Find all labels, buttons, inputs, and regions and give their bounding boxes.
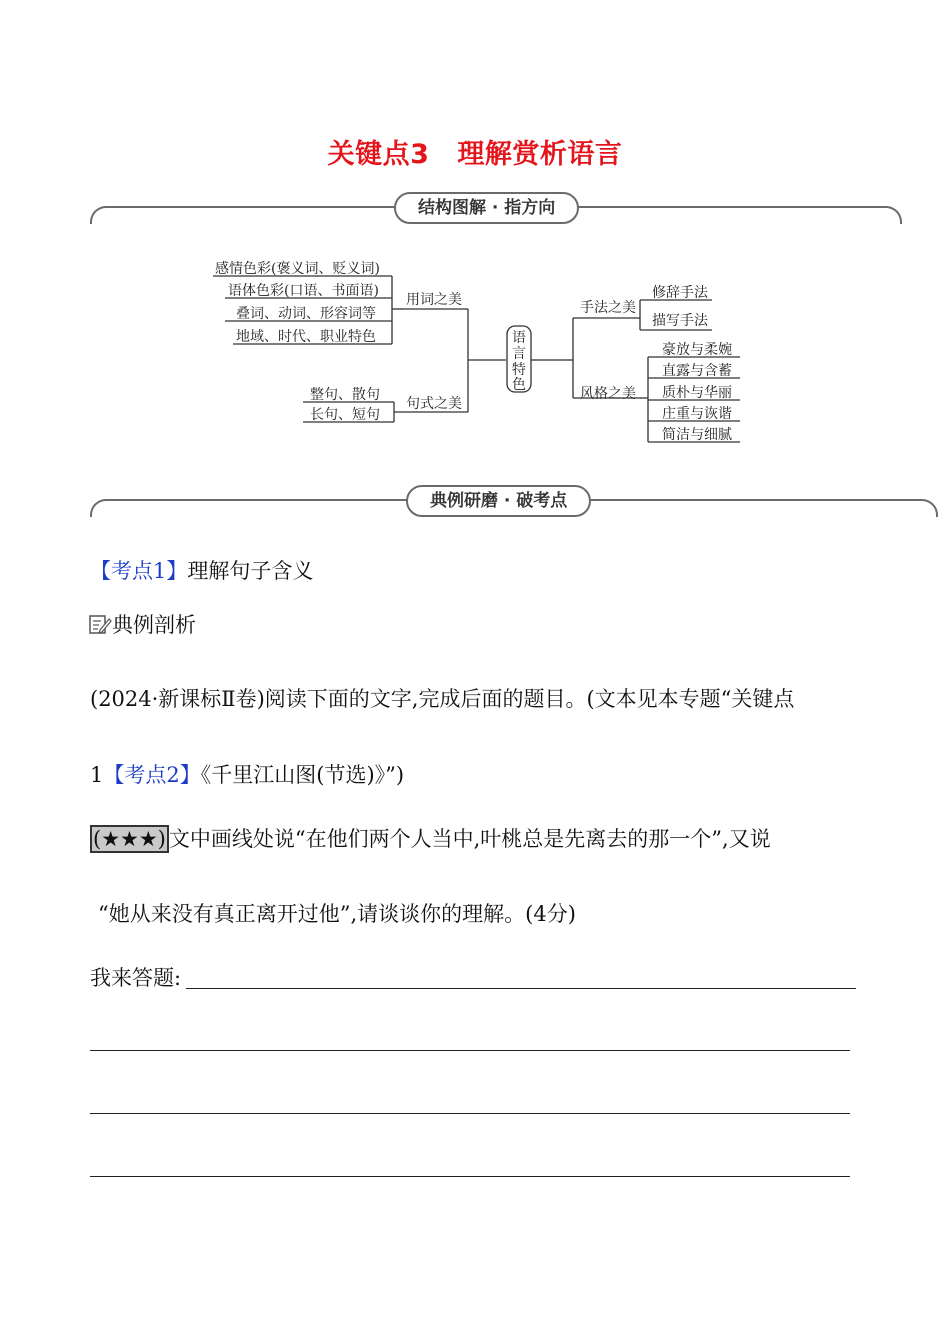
question-line — [90, 760, 404, 790]
section-label: 结构图解 · 指方向 — [394, 192, 579, 224]
mindmap-item: 直露与含蓄 — [662, 363, 732, 379]
mindmap-center-char: 特 — [512, 362, 526, 378]
difficulty-badge: (★★★) — [90, 825, 169, 853]
mindmap-item: 语体色彩(口语、书面语) — [228, 283, 379, 299]
section-header-examples — [90, 485, 938, 515]
mindmap-center-char: 语 — [512, 330, 526, 346]
mindmap-item: 质朴与华丽 — [662, 385, 732, 401]
mindmap-item: 整句、散句 — [310, 387, 380, 403]
answer-line[interactable] — [90, 1050, 850, 1051]
mindmap-item: 简洁与细腻 — [662, 427, 732, 443]
example-heading — [88, 610, 196, 640]
answer-line[interactable] — [90, 1176, 850, 1177]
question-line — [90, 824, 771, 854]
question-source: 《千里江山图(节选)》”) — [200, 763, 405, 787]
mindmap-branch-label: 风格之美 — [580, 386, 636, 402]
section-header-structure — [90, 192, 902, 222]
mindmap-center-char: 色 — [512, 377, 526, 393]
kaodian-text: 理解句子含义 — [187, 559, 314, 583]
question-number: 1 — [90, 763, 104, 787]
page-title — [0, 132, 950, 171]
mindmap-center-char: 言 — [512, 346, 526, 362]
question-line: (2024·新课标Ⅱ卷)阅读下面的文字,完成后面的题目。(文本见本专题“关键点 — [90, 687, 795, 711]
mindmap-item: 庄重与诙谐 — [662, 406, 732, 422]
question-text: 文中画线处说“在他们两个人当中,叶桃总是先离去的那一个”,又说 — [168, 827, 771, 851]
section-label: 典例研磨 · 破考点 — [406, 485, 591, 517]
answer-line[interactable] — [90, 1113, 850, 1114]
mindmap-item: 地域、时代、职业特色 — [236, 329, 376, 345]
mindmap-item: 感情色彩(褒义词、贬义词) — [215, 261, 380, 277]
mindmap-branch-label: 用词之美 — [406, 292, 462, 308]
mindmap-branch-label: 句式之美 — [406, 396, 462, 412]
mindmap-item: 修辞手法 — [652, 285, 708, 301]
mindmap-item: 描写手法 — [652, 313, 708, 329]
mindmap-item: 叠词、动词、形容词等 — [236, 306, 376, 322]
title-label: 关键点3 — [327, 139, 430, 170]
mindmap-item: 豪放与柔婉 — [662, 342, 732, 358]
structure-mindmap — [0, 250, 950, 450]
notebook-pencil-icon — [88, 613, 112, 635]
example-heading-text: 典例剖析 — [112, 613, 196, 637]
title-text: 理解赏析语言 — [457, 139, 623, 170]
mindmap-item: 长句、短句 — [310, 407, 380, 423]
kaodian-tag: 【考点2】 — [103, 763, 201, 787]
mindmap-branch-label: 手法之美 — [580, 300, 636, 316]
answer-line[interactable] — [186, 988, 856, 989]
answer-label: 我来答题: — [90, 966, 182, 990]
question-line: “她从来没有真正离开过他”,请谈谈你的理解。(4分) — [98, 902, 576, 926]
kaodian-tag: 【考点1】 — [90, 559, 188, 583]
kaodian-heading — [90, 556, 313, 586]
